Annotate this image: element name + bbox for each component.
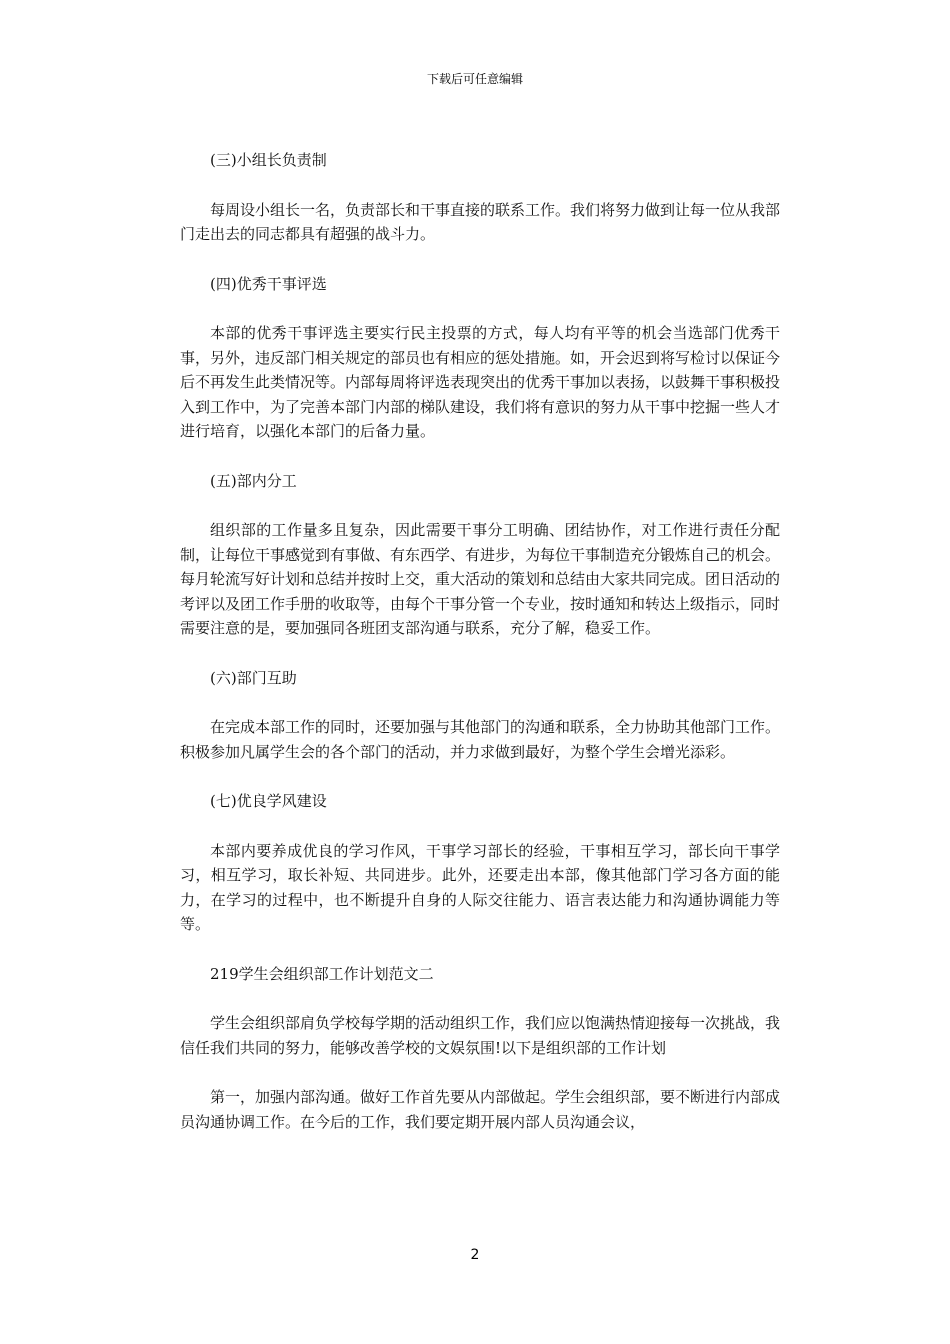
- section-heading-3: (三)小组长负责制: [210, 151, 327, 169]
- part-two-first-item: 第一，加强内部沟通。做好工作首先要从内部做起。学生会组织部，要不断进行内部成员沟通协调工作。在今后的工作，我们要定期开展内部人员沟通会议，: [180, 1088, 781, 1131]
- part-two-title: 219学生会组织部工作计划范文二: [210, 964, 434, 983]
- page-number: 2: [470, 1247, 480, 1263]
- page-header: 下载后可任意编辑: [426, 72, 523, 86]
- section-heading-5: (五)部内分工: [210, 471, 297, 490]
- section-heading-4: (四)优秀干事评选: [210, 274, 327, 293]
- section-paragraph-3: 每周设小组长一名，负责部长和干事直接的联系工作。我们将努力做到让每一位从我部门走出去的同志都具有超强的战斗力。: [180, 200, 781, 243]
- section-paragraph-7: 本部内要养成优良的学习作风，干事学习部长的经验，干事相互学习，部长向干事学习，相互学习，取长补短、共同进步。此外，还要走出本部，像其他部门学习各方面的能力，在学习的过程中，也不断提升自身的人际交往能力、语言表达能力和沟通协调能力等等。: [180, 841, 780, 933]
- section-heading-7: (七)优良学风建设: [210, 792, 327, 810]
- part-two-intro: 学生会组织部肩负学校每学期的活动组织工作，我们应以饱满热情迎接每一次挑战，我信任我们共同的努力，能够改善学校的文娱氛围!以下是组织部的工作计划: [180, 1014, 781, 1057]
- section-paragraph-5: 组织部的工作量多且复杂，因此需要干事分工明确、团结协作，对工作进行责任分配制，让每位干事感觉到有事做、有东西学、有进步，为每位干事制造充分锻炼自己的机会。每月轮流写好计划和总结并按时上交，重大活动的策划和总结由大家共同完成。团日活动的考评以及团工作手册的收取等，由每个干事分管一个专业，按时通知和转达上级指示，同时需要注意的是，要加强同各班团支部沟通与联系，充分了解，稳妥工作。: [180, 521, 781, 637]
- section-heading-6: (六)部门互助: [210, 668, 297, 687]
- document-body: [180, 148, 780, 1159]
- section-paragraph-4: 本部的优秀干事评选主要实行民主投票的方式，每人均有平等的机会当选部门优秀干事，另外，违反部门相关规定的部员也有相应的惩处措施。如，开会迟到将写检讨以保证今后不再发生此类情况等。内部每周将评选表现突出的优秀干事加以表扬，以鼓舞干事积极投入到工作中，为了完善本部门内部的梯队建设，我们将有意识的努力从干事中挖掘一些人才进行培育，以强化本部门的后备力量。: [180, 324, 781, 440]
- section-paragraph-6: 在完成本部工作的同时，还要加强与其他部门的沟通和联系，全力协助其他部门工作。积极参加凡属学生会的各个部门的活动，并力求做到最好，为整个学生会增光添彩。: [180, 718, 781, 761]
